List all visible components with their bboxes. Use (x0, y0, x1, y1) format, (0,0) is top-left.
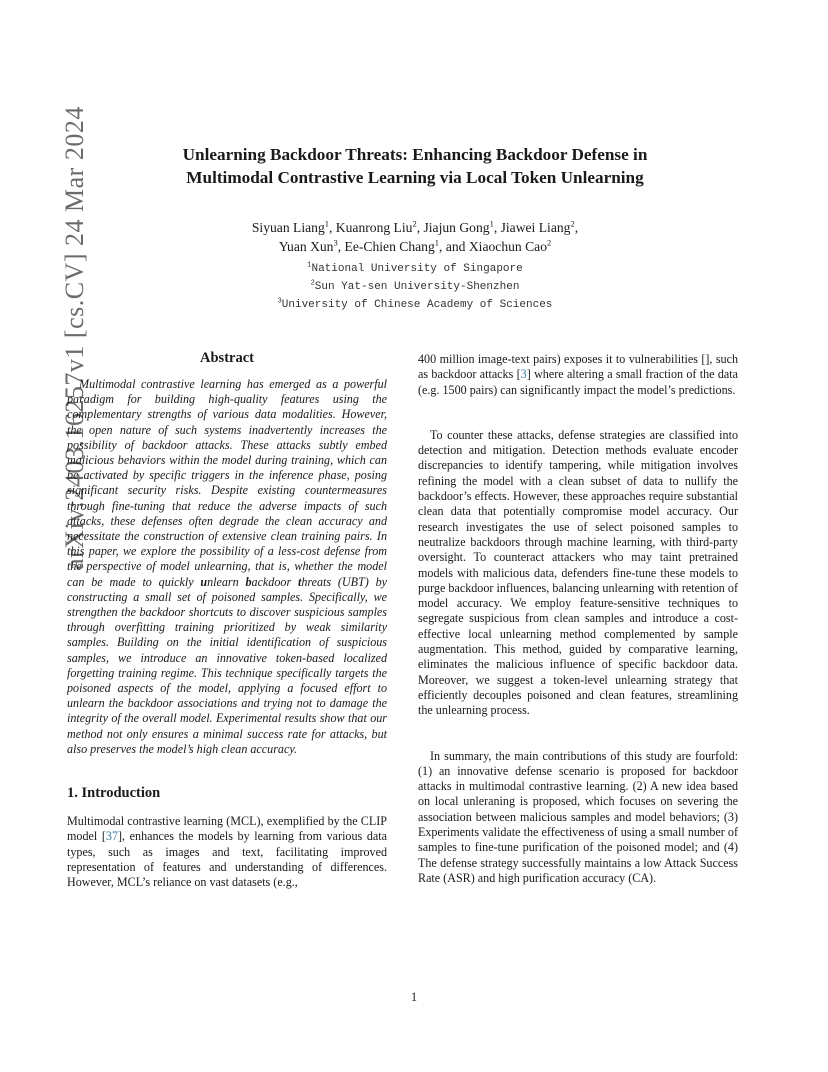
abstract-text: Multimodal contrastive learning has emerged as a powerful paradigm for building high-quality features using the complementary strengths of various data modalities. However, the open nature of such systems inadvertently increases the possibility of backdoor attacks. These attacks subtly embed malicious behaviors within the model during training, which can be activated by specific triggers in the inference phase, posing significant security risks. Despite existing countermeasures through fine-tuning that reduce the adverse impacts of such attacks, these defenses often degrade the clean accuracy and necessitate the construction of extensive clean training pairs. In this paper, we explore the possibility of a less-cost defense from the perspective of model unlearning, that is, whether the model can be made to quickly unlearn backdoor threats (UBT) by constructing a small set of poisoned samples. Specifically, we strengthen the backdoor shortcuts to discover suspicious samples through overfitting training prioritized by weak similarity samples. Building on the initial identification of suspicious samples, we introduce an innovative token-based localized forgetting training regime. This technique specifically targets the poisoned aspects of the model, applying a focused effort to unlearn the backdoor associations and trying not to damage the integrity of the overall model. Experimental results show that our method not only ensures a minimal success rate for attacks, but also preserves the model’s high clean accuracy. (67, 377, 387, 756)
author-affil-sup: 2 (570, 218, 575, 229)
intro-paragraph-continued: 400 million image-text pairs) exposes it to vulnerabilities [], such as backdoor attacks [3] where altering a small fraction of the data (e.g. 1500 pairs) can significantly impact the model’s predictions. (418, 352, 739, 397)
author-affil-sup: 2 (412, 218, 417, 229)
right-column (418, 352, 738, 886)
title-line-1: Unlearning Backdoor Threats: Enhancing Backdoor Defense in (182, 145, 648, 164)
affiliation: $^3$University of Chinese Academy of Sciences (277, 297, 553, 311)
author-name: Siyuan Liang (251, 220, 325, 235)
citation-link[interactable]: 37 (105, 829, 118, 844)
abstract-heading: Abstract (200, 350, 254, 366)
citation-link[interactable]: 3 (520, 367, 527, 382)
left-column (67, 350, 387, 891)
arxiv-stamp: arXiv:2403.16257v1 [cs.CV] 24 Mar 2024 (60, 106, 89, 570)
author-name: Jiawei Liang (500, 220, 571, 235)
affiliation-list (95, 260, 735, 314)
author-name: Yuan Xun (278, 239, 334, 254)
affiliation: $^2$Sun Yat-sen University-Shenzhen (310, 279, 520, 293)
author-list: Siyuan Liang$^1$, Kuanrong Liu$^2$, Jiajun Gong$^1$, Jiawei Liang$^2$, Yuan Xun$^3$, Ee-Chien Chang$^1$, and Xiaochun Cao$^2$ (251, 218, 579, 254)
author-name: Jiajun Gong (423, 220, 490, 235)
author-name: Ee-Chien Chang (344, 239, 435, 254)
intro-paragraph: Multimodal contrastive learning (MCL), exemplified by the CLIP model [37], enhances the models by learning from various data types, such as images and text, facilitating improved representation of features and understanding of differences. However, MCL’s reliance on vast datasets (e.g., (67, 814, 387, 890)
title-line-2: Multimodal Contrastive Learning via Local Token Unlearning (186, 168, 644, 187)
author-affil-sup: 1 (324, 218, 329, 229)
author-name: Xiaochun Cao (468, 239, 548, 254)
author-affil-sup: 1 (434, 237, 440, 248)
affiliation: $^1$National University of Singapore (307, 261, 523, 275)
author-affil-sup: 2 (547, 237, 552, 248)
contributions-paragraph: In summary, the main contributions of this study are fourfold: (1) an innovative defense scenario is proposed for backdoor attacks in multimodal contrastive learning. (2) A new idea based on local unleraning is proposed, which focuses on severing the association between malicious samples and model behaviors; (3) Experiments validate the effectiveness of using a small number of samples to fine-tune purification of the poisoned model; and (4) The defense strategy successfully maintains a low Attack Success Rate (ASR) and high purification accuracy (CA). (418, 748, 738, 885)
paper-title (95, 143, 735, 189)
author-name: Kuanrong Liu (335, 220, 413, 235)
author-conjunction: and (445, 239, 466, 254)
page-number: 1 (410, 990, 418, 1004)
introduction-heading: 1. Introduction (67, 785, 161, 802)
defense-strategies-paragraph: To counter these attacks, defense strategies are classified into detection and mitigation. Detection methods evaluate encoder discrepancies to identify tampering, while mitigation involves refining the model with a clean subset of data to nullify the backdoor’s effects. However, these approaches require substantial clean data that potentially compromise model accuracy. Our research investigates the use of select poisoned samples to neutralize backdoors through machine learning, with third-party oversight. To counteract attackers who may taint pretrained models with malicious data, defenders fine-tune these models to purge backdoor influences, balancing unlearning with retention of model accuracy. We employ feature-sensitive techniques to segregate suspicious from clean samples and introduce a cost-effective local unlearning method complemented by sample augmentation. This method, guided by comparative learning, eliminates the malicious influence of specific backdoor data. Moreover, we suggest a token-level unlearning strategy that efficiently decouples poisoned and clean features, streamlining the unlearning process. (418, 427, 738, 718)
author-affil-sup: 1 (489, 218, 494, 229)
author-affil-sup: 3 (333, 237, 338, 248)
